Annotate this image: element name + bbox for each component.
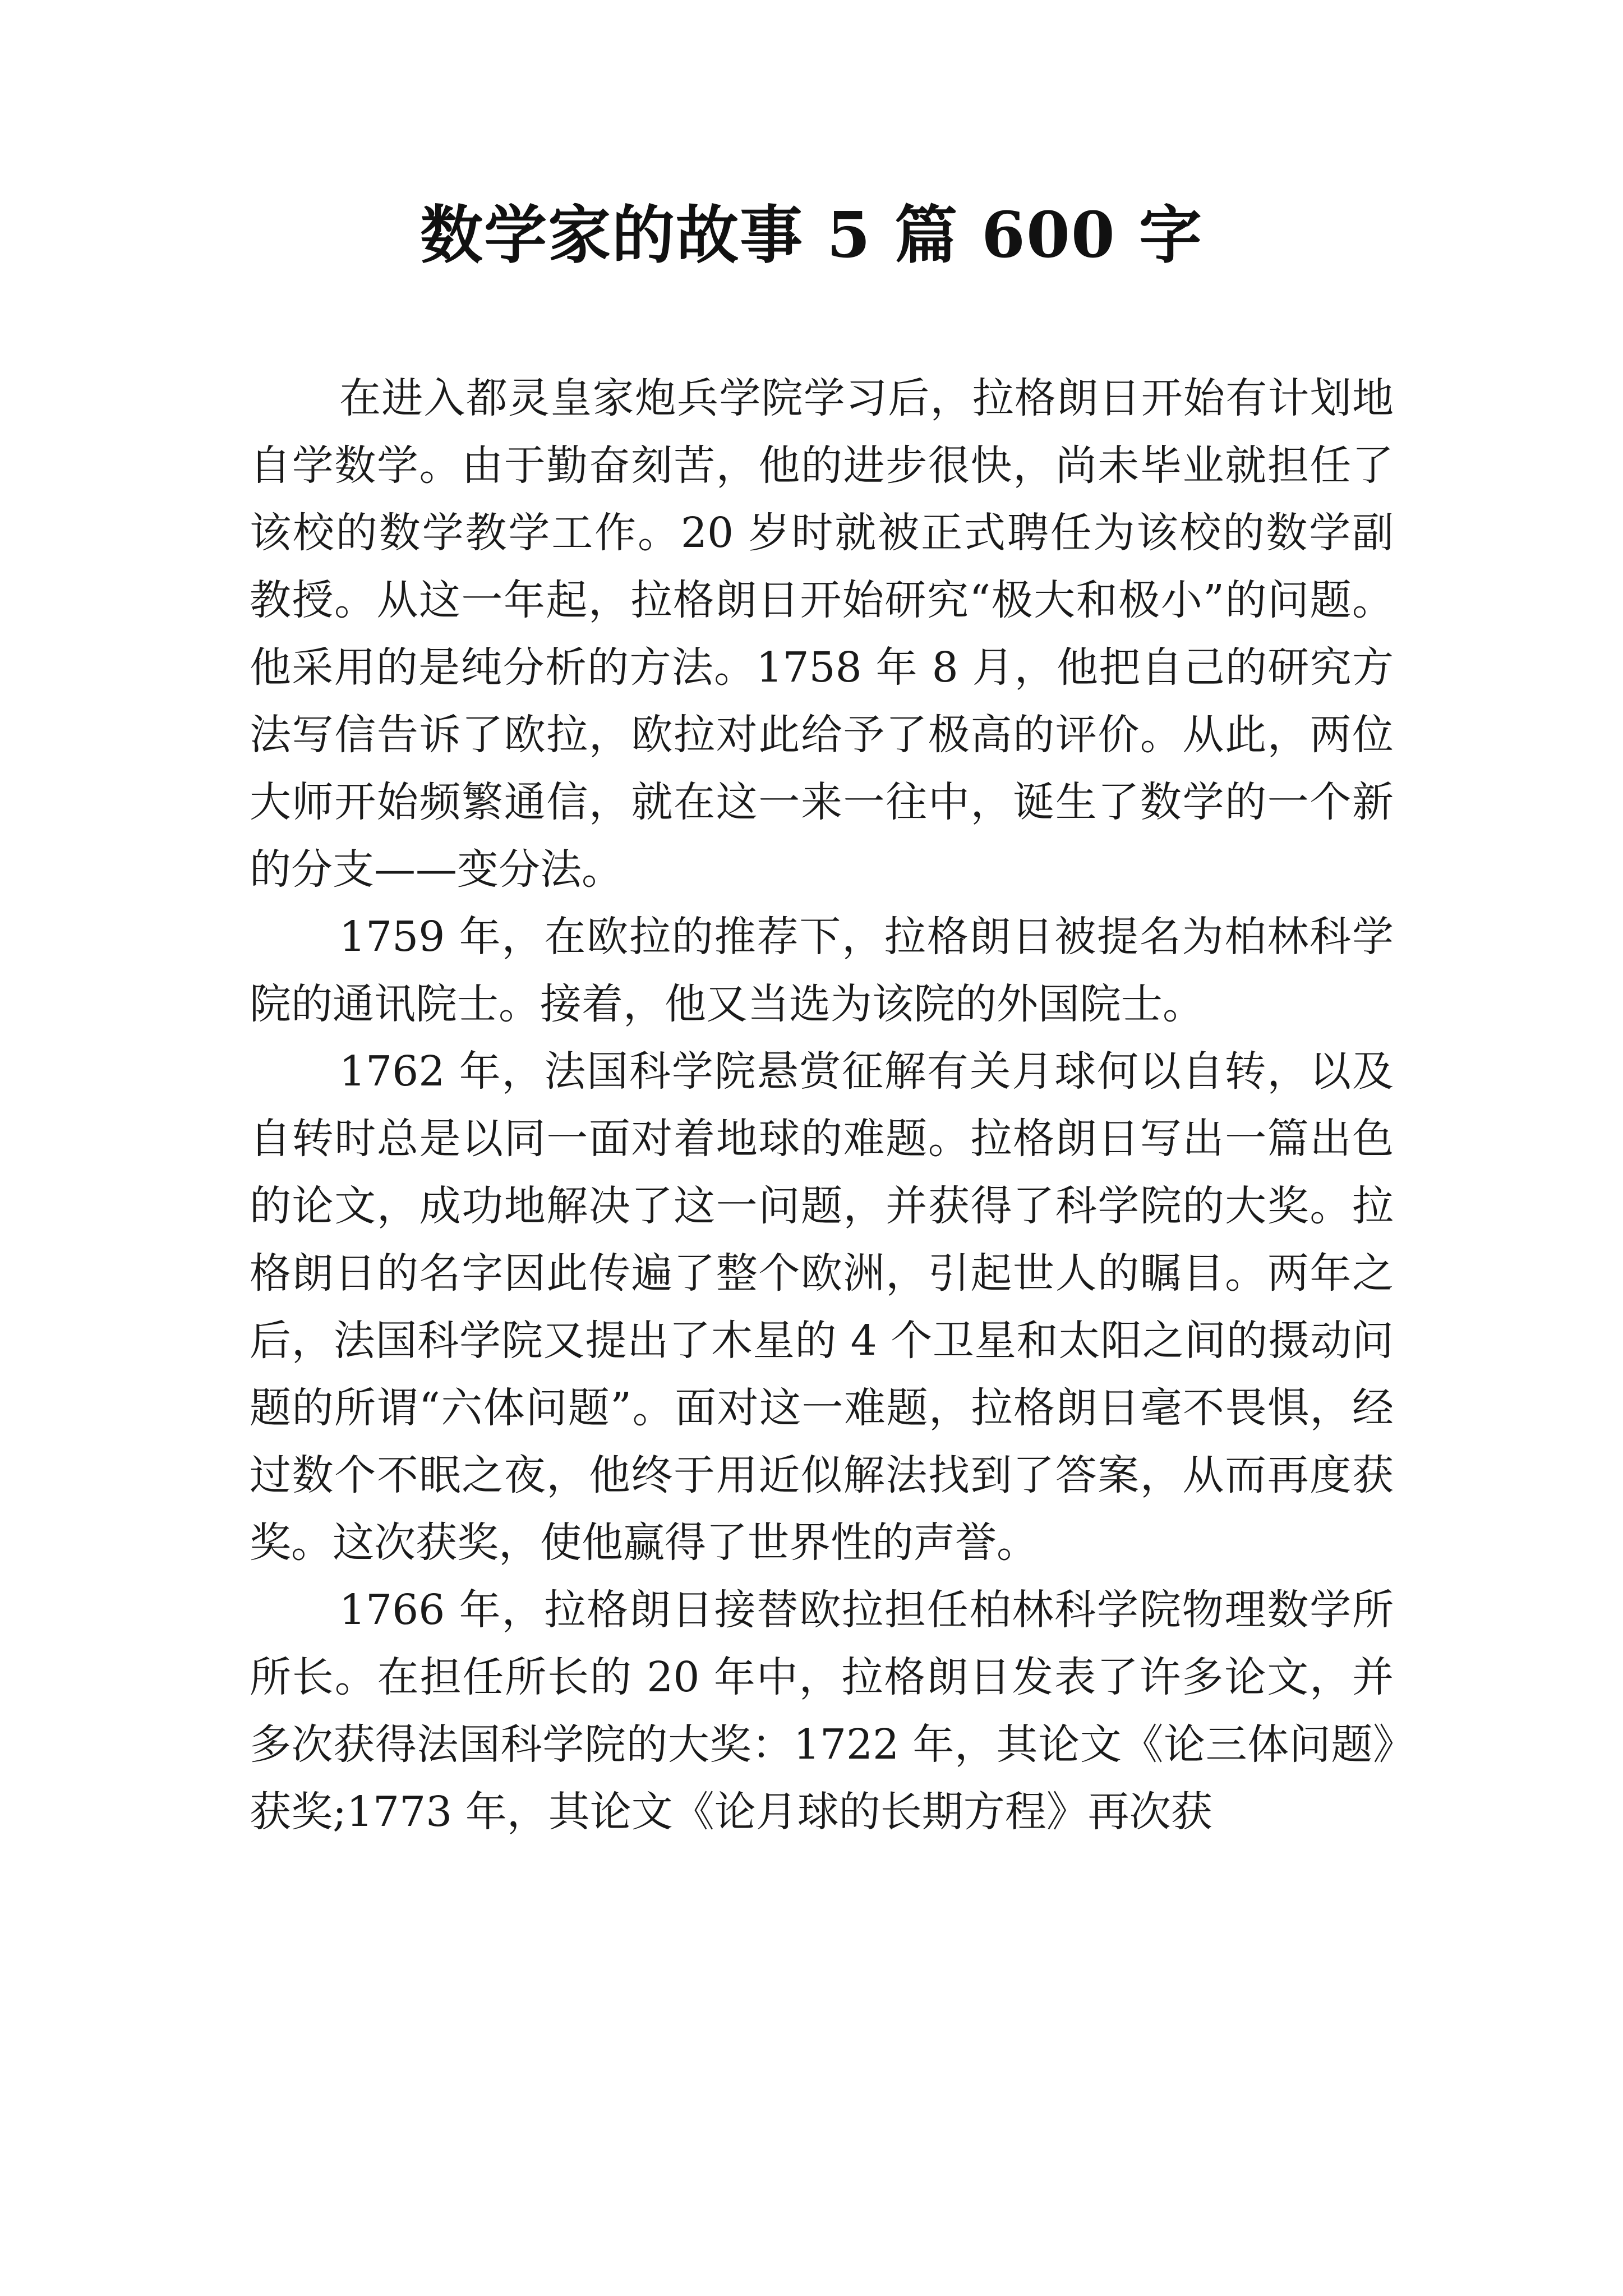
document-body bbox=[250, 365, 1394, 1846]
paragraph: 1766 年，拉格朗日接替欧拉担任柏林科学院物理数学所所长。在担任所长的 20 年中，拉格朗日发表了许多论文，并多次获得法国科学院的大奖：1722 年，其论文《论三体问题》获奖;1773 年，其论文《论月球的长期方程》再次获 bbox=[250, 1586, 1394, 1836]
paragraph: 1759 年，在欧拉的推荐下，拉格朗日被提名为柏林科学院的通讯院士。接着，他又当选为该院的外国院士。 bbox=[250, 913, 1394, 1028]
document-title: 数学家的故事 5 篇 600 字 bbox=[420, 199, 1203, 272]
paragraph: 在进入都灵皇家炮兵学院学习后，拉格朗日开始有计划地自学数学。由于勤奋刻苦，他的进步很快，尚未毕业就担任了该校的数学教学工作。20 岁时就被正式聘任为该校的数学副教授。从这一年起，拉格朗日开始研究“极大和极小”的问题。他采用的是纯分析的方法。1758 年 8 月，他把自己的研究方法写信告诉了欧拉，欧拉对此给予了极高的评价。从此，两位大师开始频繁通信，就在这一来一往中，诞生了数学的一个新的分支——变分法。 bbox=[250, 374, 1394, 894]
paragraph: 1762 年，法国科学院悬赏征解有关月球何以自转，以及自转时总是以同一面对着地球的难题。拉格朗日写出一篇出色的论文，成功地解决了这一问题，并获得了科学院的大奖。拉格朗日的名字因此传遍了整个欧洲，引起世人的瞩目。两年之后，法国科学院又提出了木星的 4 个卫星和太阳之间的摄动问题的所谓“六体问题”。面对这一难题，拉格朗日毫不畏惧，经过数个不眠之夜，他终于用近似解法找到了答案，从而再度获奖。这次获奖，使他赢得了世界性的声誉。 bbox=[250, 1047, 1394, 1567]
